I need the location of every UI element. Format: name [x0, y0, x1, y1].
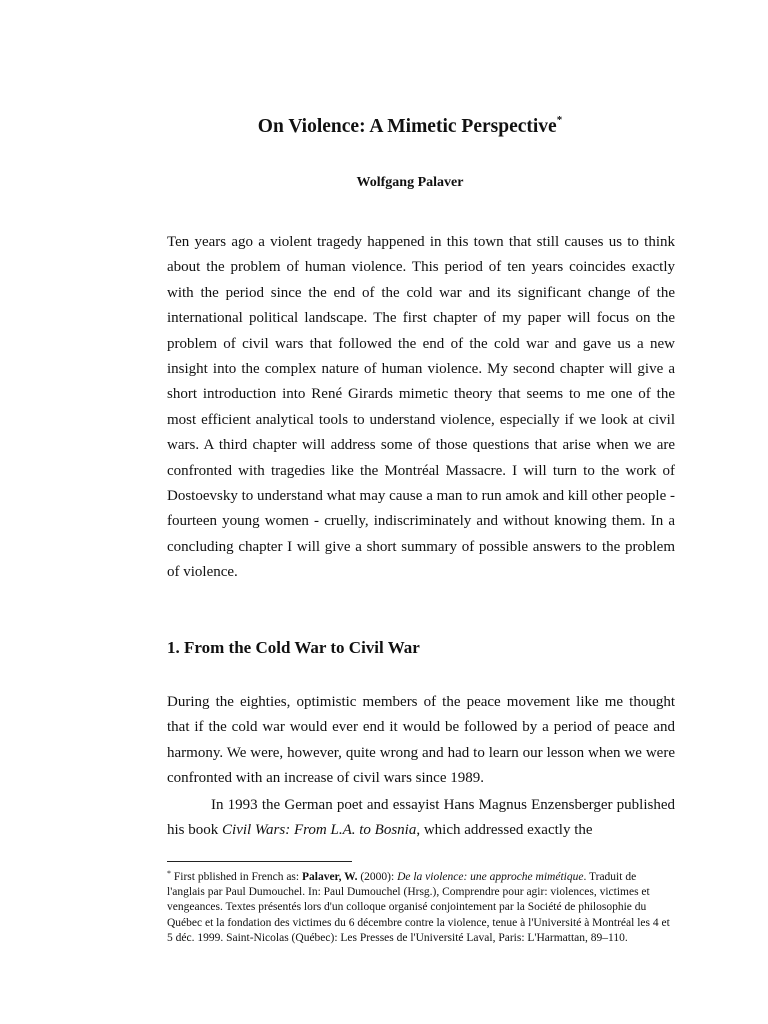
- section-heading: 1. From the Cold War to Civil War: [167, 638, 420, 657]
- footnote-rest: . Traduit de l'anglais par Paul Dumouchel. In: Paul Dumouchel (Hrsg.), Comprendre pour agir: violences, victimes et vengeances. Textes présentés lors d'un colloque organisé conjointement par la Société de philosophie du Québec et la fondation des victimes du 6 décembre contre la violence, tenue à l'Université à Montréal les 4 et 5 déc. 1999. Saint-Nicolas (Québec): Les Presses de l'Université Laval, Paris: L'Harmattan, 89–110.: [167, 871, 670, 944]
- paragraph-text-end: , which addressed exactly the: [416, 822, 593, 839]
- footnote-author: Palaver, W.: [301, 871, 358, 883]
- book-title: Civil Wars: From L.A. to Bosnia: [222, 822, 417, 839]
- footnote-work-title: De la violence: une approche mimétique: [397, 871, 584, 883]
- footnote-separator: [167, 861, 352, 862]
- body-paragraph-2: [167, 793, 675, 844]
- footnote-year: (2000):: [357, 871, 398, 883]
- title-footnote-marker: *: [556, 114, 563, 126]
- title-text: On Violence: A Mimetic Perspective: [257, 116, 557, 137]
- footnote-marker: *: [167, 869, 171, 878]
- paragraph-text-start: In 1993 the German poet and essayist Hans Magnus Enzensberger published his book: [167, 797, 675, 839]
- footnote-lead: First pblished in French as:: [171, 871, 302, 883]
- body-paragraph-1: During the eighties, optimistic members of the peace movement like me thought that if the cold war would ever end it would be followed by a period of peace and harmony. We were, however, quite wrong and had to learn our lesson when we were confronted with an increase of civil wars since 1989.: [167, 694, 675, 787]
- author-name: Wolfgang Palaver: [356, 175, 464, 190]
- footnote: [167, 866, 675, 946]
- page-title: [0, 114, 768, 138]
- intro-paragraph: Ten years ago a violent tragedy happened in this town that still causes us to think about the problem of human violence. This period of ten years coincides exactly with the period since the end of the cold war and its significant change of the international political landscape. The first chapter of my paper will focus on the problem of civil wars that followed the end of the cold war and gave us a new insight into the complex nature of human violence. My second chapter will give a short introduction into René Girards mimetic theory that seems to me one of the most efficient analytical tools to understand violence, especially if we look at civil wars. A third chapter will address some of those questions that arise when we are confronted with tragedies like the Montréal Massacre. I will turn to the work of Dostoevsky to understand what may cause a man to run amok and kill other people - fourteen young women - cruelly, indiscriminately and without knowing them. In a concluding chapter I will give a short summary of possible answers to the problem of violence.: [167, 234, 675, 581]
